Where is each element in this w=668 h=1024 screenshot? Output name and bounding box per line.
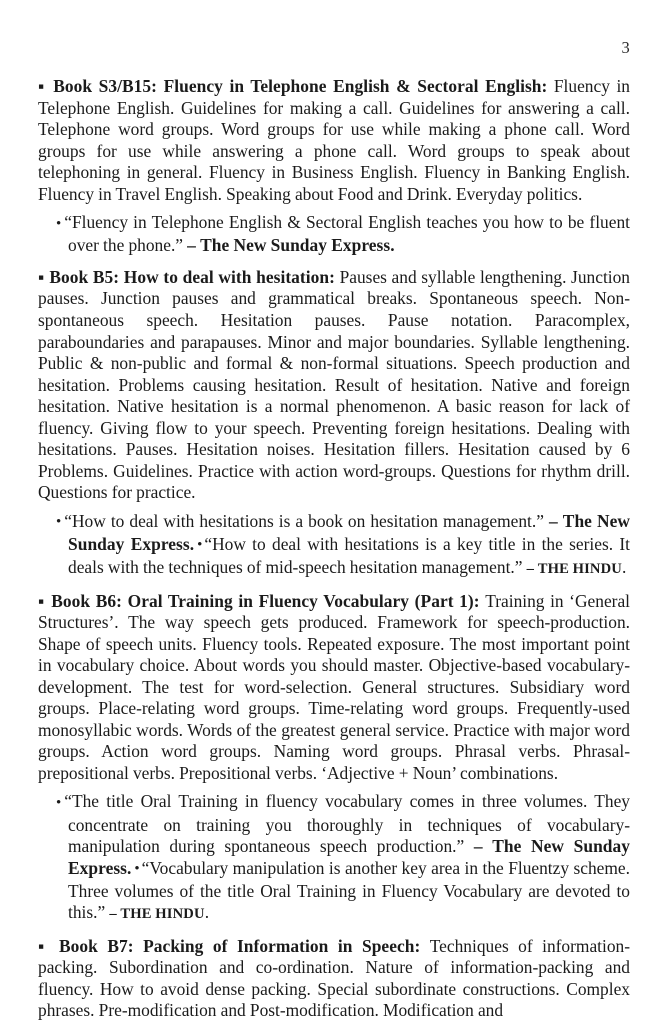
quote-dash: –	[473, 836, 483, 857]
book-entry-title: ▪ Book B5: How to deal with hesitation:	[38, 266, 335, 287]
quote-source: THE HINDU	[120, 906, 205, 923]
book-entry-body: Pauses and syllable lengthening. Junction pauses. Junction pauses and grammatical breaks. Spontaneous speech. Non-spontaneous speech. Hesitation pauses. Pause notation. Paracomplex, paraboundaries and parapauses. Minor and major boundaries. Syllable lengthening. Public & non-public and formal & non-formal situations. Speech production and hesitation. Problems causing hesitation. Result of hesitation. Native and foreign hesitation. Native hesitation is a normal phenomenon. A basic reason for lack of fluency. Giving flow to your speech. Preventing foreign hesitations. Dealing with hesitations. Pauses. Hesitation noises. Hesitation fillers. Hesitation caused by 6 Problems. Guidelines. Practice with action word-groups. Questions for rhythm drill. Questions for practice.	[38, 266, 630, 503]
quote-source: THE HINDU	[537, 560, 622, 577]
book-entry-body: Training in ‘General Structures’. The way speech gets produced. Framework for speech-production. Shape of speech units. Fluency tools. Repeated exposure. The most important point in vocabulary choice. About words you should master. Objective-based vocabulary-development. The test for word-selection. General structures. Subsidiary word groups. Place-relating word groups. Time-relating word groups. Frequently-used monosyllabic words. Words of the greatest general service. Practice with major word groups. Action word groups. Naming word groups. Phrasal verbs. Phrasal-prepositional verbs. Prepositional verbs. ‘Adjective + Noun’ combinations.	[38, 590, 630, 783]
book-entry-b6	[38, 591, 630, 785]
quote-source: The New Sunday Express.	[68, 836, 630, 878]
quote-text: “Fluency in Telephone English & Sectoral English teaches you how to be fluent over the phone.”	[64, 212, 630, 256]
round-bullet-icon: •	[56, 514, 62, 531]
round-bullet-icon: •	[56, 794, 62, 811]
spacer	[38, 504, 630, 508]
round-bullet-icon: •	[197, 537, 203, 554]
quote-block-b5	[38, 511, 630, 581]
quote-trailing-period: .	[621, 556, 627, 577]
book-entry-b5	[38, 267, 630, 504]
quote-dash: –	[109, 906, 117, 923]
page-number: 3	[621, 38, 630, 57]
spacer	[38, 205, 630, 209]
book-entry-title: ▪ Book B6: Oral Training in Fluency Vocabulary (Part 1):	[38, 590, 480, 611]
quote-text: “How to deal with hesitations is a key title in the series. It deals with the techniques of mid-speech hesitation management.”	[68, 533, 630, 577]
quote-block-b6	[38, 791, 630, 925]
book-entry-title: ▪ Book S3/B15: Fluency in Telephone English & Sectoral English:	[38, 76, 548, 96]
page-content	[38, 76, 630, 1022]
round-bullet-icon: •	[134, 861, 140, 878]
quote-source: The New Sunday Express.	[200, 235, 395, 256]
quote-text: “The title Oral Training in fluency vocabulary comes in three volumes. They concentrate on training you thoroughly in techniques of vocabulary-manipulation during spontaneous speech production.”	[64, 791, 630, 857]
quote-text: “Vocabulary manipulation is another key area in the Fluentzy scheme. Three volumes of the title Oral Training in Fluency Vocabulary are devoted to this.”	[68, 857, 630, 923]
spacer	[38, 784, 630, 788]
book-entry-body: Fluency in Telephone English. Guidelines for making a call. Guidelines for answering a call. Telephone word groups. Word groups for use while making a phone call. Word groups for use while answering a phone call. Word groups to speak about telephoning in general. Fluency in Business English. Fluency in Banking English. Fluency in Travel English. Speaking about Food and Drink. Everyday politics.	[38, 76, 630, 204]
quote-source: The New Sunday Express.	[68, 510, 631, 554]
book-entry-title: ▪ Book B7: Packing of Information in Speech:	[38, 935, 421, 956]
quote-dash: –	[526, 560, 535, 577]
book-entry-b7	[38, 936, 630, 1022]
quote-block-s3-b15	[38, 212, 630, 257]
book-entry-body: Techniques of information-packing. Subordination and co-ordination. Nature of information-packing and fluency. How to avoid dense packing. Special subordinate constructions. Complex phrases. Pre-modification and Post-modification. Modification and	[38, 935, 631, 1021]
quote-trailing-period: .	[204, 902, 210, 923]
quote-dash: –	[548, 510, 558, 531]
round-bullet-icon: •	[56, 215, 62, 232]
quote-dash: –	[187, 235, 196, 256]
book-entry-s3-b15	[38, 76, 630, 205]
quote-text: “How to deal with hesitations is a book on hesitation management.”	[64, 510, 544, 531]
